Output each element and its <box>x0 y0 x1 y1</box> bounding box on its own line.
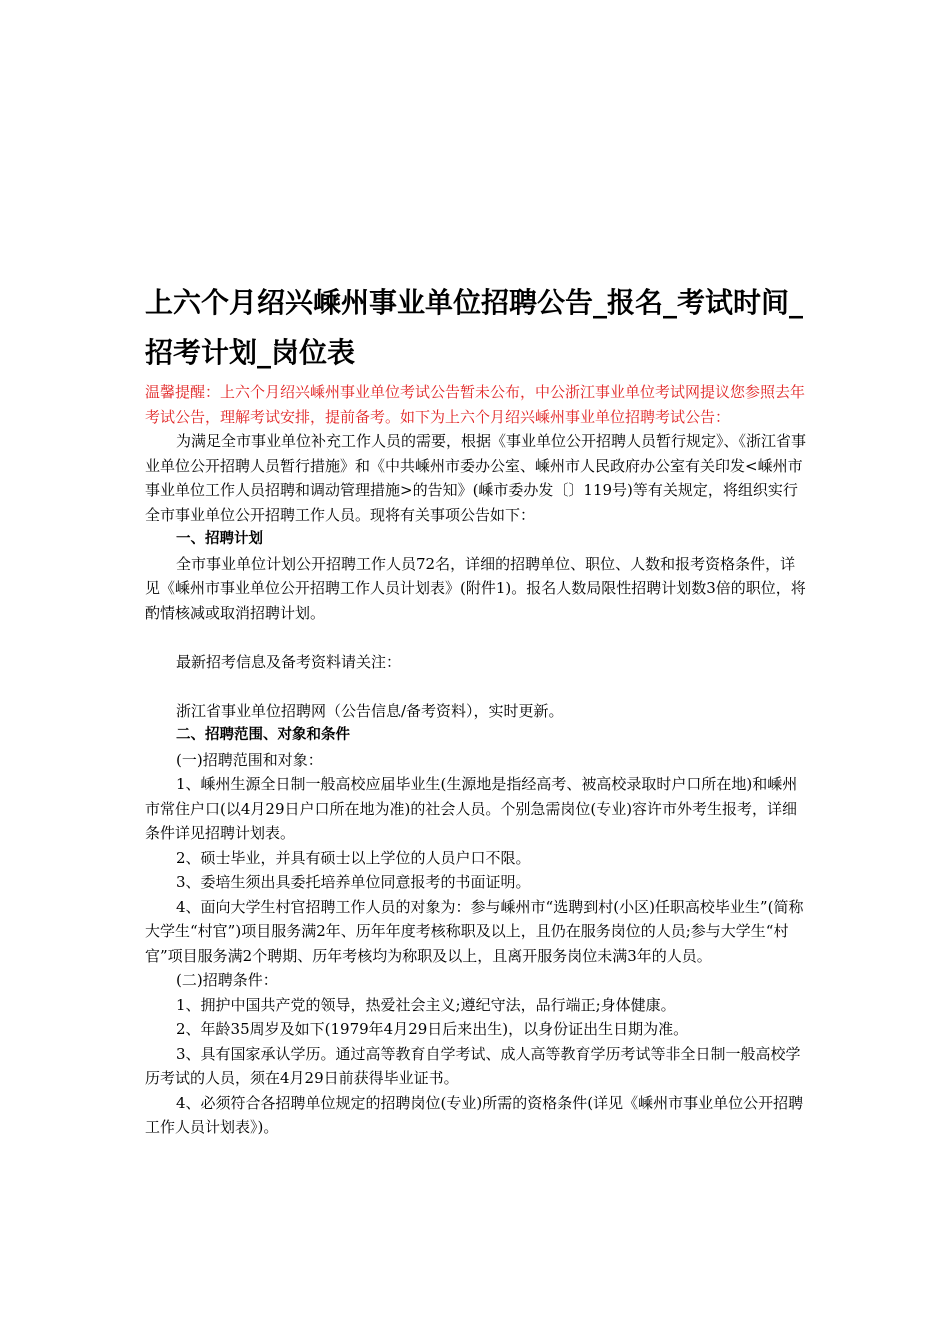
website-text: 浙江省事业单位招聘网（公告信息/备考资料），实时更新。 <box>176 701 564 720</box>
section-2-heading: 二、招聘范围、对象和条件 <box>176 727 350 743</box>
document-title: 上六个月绍兴嵊州事业单位招聘公告_报名_考试时间_招考计划_岗位表 <box>145 286 804 369</box>
list-item: 1、嵊州生源全日制一般高校应届毕业生(生源地是指经高考、被高校录取时户口所在地)和嵊州市常住户口(以4月29日户口所在地为准)的社会人员。个别急需岗位(专业)容许市外考生报考，详细条件详见招聘计划表。 <box>145 775 798 842</box>
notice-text: 温馨提醒：上六个月绍兴嵊州事业单位考试公告暂未公布，中公浙江事业单位考试网提议您参照去年考试公告，理解考试安排，提前备考。如下为上六个月绍兴嵊州事业单位招聘考试公告： <box>145 383 806 426</box>
subsection-1-title: (一)招聘范围和对象： <box>176 750 323 769</box>
spacer <box>145 674 810 699</box>
document-page <box>145 278 810 1140</box>
intro-paragraph: 为满足全市事业单位补充工作人员的需要，根据《事业单位公开招聘人员暂行规定》、《浙江省事业单位公开招聘人员暂行措施》和《中共嵊州市委办公室、嵊州市人民政府办公室有关印发<嵊州市事业单位工作人员招聘和调动管理措施>的告知》(嵊市委办发〔〕119号)等有关规定，将组织实行全市事业单位公开招聘工作人员。现将有关事项公告如下： <box>145 432 807 524</box>
list-item: 2、年龄35周岁及如下(1979年4月29日后来出生)，以身份证出生日期为准。 <box>176 1020 689 1038</box>
spacer <box>145 625 810 650</box>
subsection-2-title: (二)招聘条件： <box>176 971 278 989</box>
list-item: 4、面向大学生村官招聘工作人员的对象为：参与嵊州市“选聘到村(小区)任职高校毕业生”(简称大学生“村官”)项目服务满2年、历年年度考核称职及以上，且仍在服务岗位的人员;参与大学生“村官”项目服务满2个聘期、历年考核均为称职及以上，且离开服务岗位未满3年的人员。 <box>145 897 804 965</box>
list-item: 4、必须符合各招聘单位规定的招聘岗位(专业)所需的资格条件(详见《嵊州市事业单位公开招聘工作人员计划表》)。 <box>145 1093 804 1136</box>
section-1-body: 全市事业单位计划公开招聘工作人员72名，详细的招聘单位、职位、人数和报考资格条件，详见《嵊州市事业单位公开招聘工作人员计划表》(附件1)。报名人数局限性招聘计划数3倍的职位，将酌情核减或取消招聘计划。 <box>145 554 806 622</box>
list-item: 2、硕士毕业，并具有硕士以上学位的人员户口不限。 <box>176 848 531 867</box>
section-1-heading: 一、招聘计划 <box>176 531 263 547</box>
list-item: 3、具有国家承认学历。通过高等教育自学考试、成人高等教育学历考试等非全日制一般高校学历考试的人员，须在4月29日前获得毕业证书。 <box>145 1044 801 1087</box>
follow-text: 最新招考信息及备考资料请关注： <box>176 652 402 671</box>
list-item: 3、委培生须出具委托培养单位同意报考的书面证明。 <box>176 873 531 891</box>
list-item: 1、拥护中国共产党的领导，热爱社会主义;遵纪守法，品行端正;身体健康。 <box>176 995 676 1014</box>
